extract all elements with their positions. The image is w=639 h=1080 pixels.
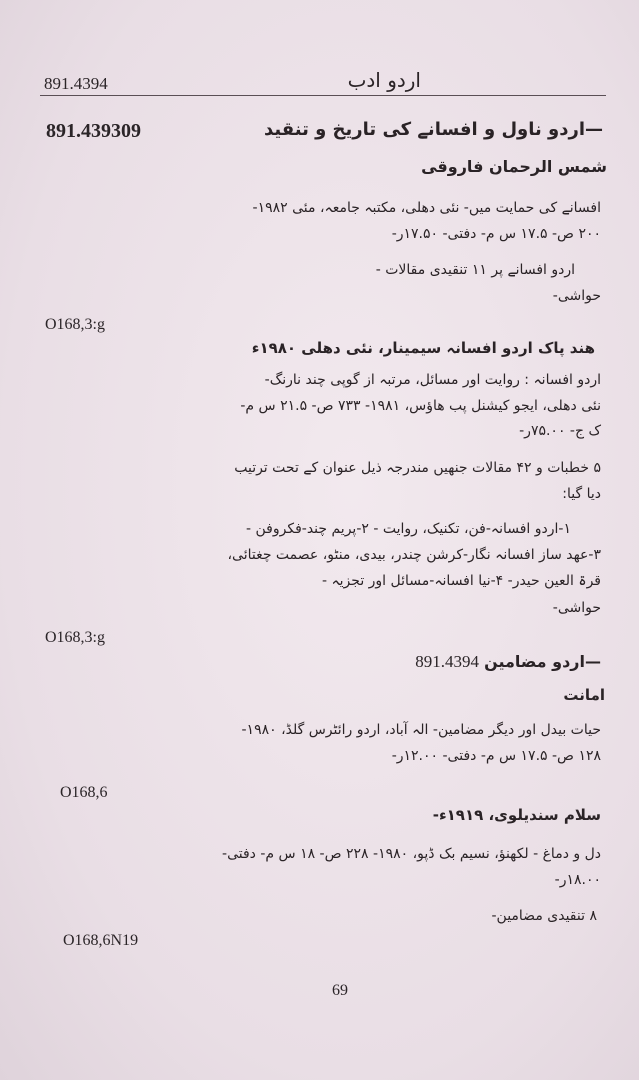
entry-2-contents-line: قرۃ العین حیدر- ۴-نیا افسانہ-مسائل اور تجزیہ - xyxy=(321,573,601,589)
entry-1-heading-number: 891.439309 xyxy=(46,120,141,142)
entry-1-author: شمس الرحمان فاروقی xyxy=(421,157,607,176)
entry-3-detail-line: ۱۲۸ ص- ۱۷.۵ س م- دفتی- ۱۲.۰۰ر- xyxy=(391,748,601,764)
entry-3-call-code: O168,6 xyxy=(60,784,108,801)
entry-2-detail-line: اردو افسانہ : روایت اور مسائل، مرتبہ از گوپی چند نارنگ- xyxy=(264,372,601,388)
entry-2-note-line: ۵ خطبات و ۴۲ مقالات جنهیں مندرجہ ذیل عنوان کے تحت ترتیب xyxy=(234,460,601,476)
header-rule xyxy=(40,95,606,96)
entry-4-detail-line: دل و دماغ - لکھنؤ، نسیم بک ڈپو، ۱۹۸۰- ۲۲۸ ص- ۱۸ س م- دفتی- xyxy=(222,846,601,862)
entry-3-detail-line: حیات بیدل اور دیگر مضامین- الہ آباد، اردو رائٹرس گلڈ، ۱۹۸۰- xyxy=(241,722,601,738)
entry-1-call-code: O168,3:g xyxy=(45,316,105,333)
entry-2-contents-line: ۱-اردو افسانہ-فن، تکنیک، روایت - ۲-پریم چند-فکروفن - xyxy=(246,521,571,537)
entry-1-detail-line: ۲۰۰ ص- ۱۷.۵ س م- دفتی- ۱۷.۵۰ر- xyxy=(391,226,601,242)
entry-3-author: امانت xyxy=(563,686,605,704)
entry-1-note-line: اردو افسانے پر ۱۱ تنقیدی مقالات - xyxy=(375,262,575,278)
entry-1-detail-line: افسانے کی حمایت میں- نئی دھلی، مکتبہ جامعہ، مئی ۱۹۸۲- xyxy=(252,200,601,216)
entry-2-contents-line: ۳-عهد ساز افسانہ نگار-کرشن چندر، بیدی، منٹو، عصمت چغتائی، xyxy=(227,547,601,563)
entry-3-heading-title: —اردو مضامین xyxy=(484,652,601,671)
entry-4-call-code: O168,6N19 xyxy=(63,932,139,949)
entry-4-author: سلام سندیلوی، ۱۹۱۹ء- xyxy=(432,806,601,824)
entry-2-author: هند پاک اردو افسانہ سیمینار، نئی دھلی ۱۹۸۰ء xyxy=(251,339,595,357)
entry-3-heading-number: 891.4394 xyxy=(415,652,479,671)
page-number: 69 xyxy=(332,982,348,999)
entry-2-detail-line: نئی دھلی، ایجو کیشنل پب هاؤس، ۱۹۸۱- ۷۳۳ ص- ۲۱.۵ س م- xyxy=(240,398,601,414)
entry-2-detail-line: ک ج- ۷۵.۰۰ر- xyxy=(519,423,601,439)
entry-1-heading-title: —اردو ناول و افسانے کی تاریخ و تنقید xyxy=(264,119,603,140)
header-class-number: 891.4394 xyxy=(44,74,108,93)
entry-4-detail-line: ۱۸.۰۰ر- xyxy=(554,872,601,888)
entry-1-note-line: حواشی- xyxy=(552,288,601,304)
entry-2-note-line: دیا گیا: xyxy=(562,486,601,502)
entry-4-note-line: ۸ تنقیدی مضامین- xyxy=(491,908,597,924)
header-title: اردو ادب xyxy=(347,68,421,92)
entry-2-call-code: O168,3:g xyxy=(45,629,105,646)
entry-2-contents-line: حواشی- xyxy=(552,600,601,616)
